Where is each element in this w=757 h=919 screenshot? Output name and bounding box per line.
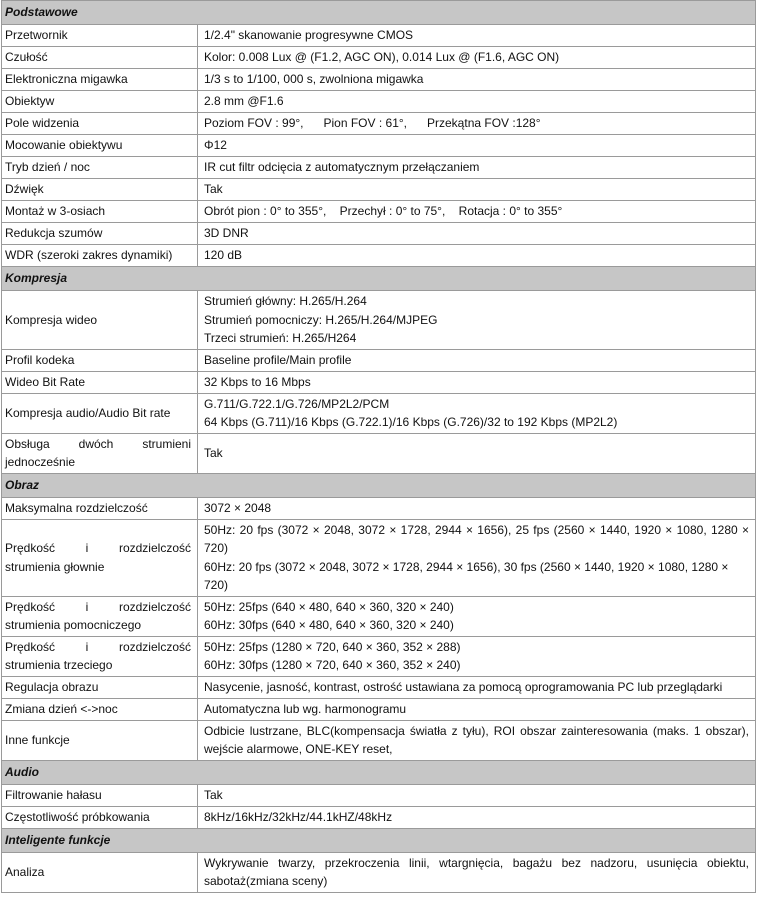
spec-value-line: Odbicie lustrzane, BLC(kompensacja światła z tyłu), ROI obszar zainteresowania (maks. 1 obszar),	[204, 723, 749, 738]
spec-label-line: Kompresja wideo	[5, 312, 98, 327]
table-row	[2, 519, 756, 596]
spec-label-line: Zmiana dzień <->noc	[5, 701, 118, 716]
spec-value	[198, 636, 756, 676]
spec-label	[2, 676, 198, 698]
spec-value-line: Nasycenie, jasność, kontrast, ostrość ustawiana za pomocą oprogramowania PC lub przeglądarki	[204, 679, 723, 694]
spec-value-line: Trzeci strumień: H.265/H264	[204, 331, 357, 345]
spec-value-line: Wykrywanie twarzy, przekroczenia linii, wtargnięcia, bagażu bez nadzoru, usunięcia obiektu,	[204, 855, 749, 870]
spec-label	[2, 806, 198, 828]
table-row	[2, 852, 756, 892]
section-title: Obraz	[2, 473, 756, 497]
table-row	[2, 25, 756, 47]
spec-label-line: Prędkość i rozdzielczość	[5, 599, 191, 614]
table-row	[2, 91, 756, 113]
spec-value-line: 50Hz: 25fps (1280 × 720, 640 × 360, 352 × 288)	[204, 639, 461, 654]
spec-value-line: 720)	[204, 541, 229, 555]
spec-value-line: 64 Kbps (G.711)/16 Kbps (G.722.1)/16 Kbps (G.726)/32 to 192 Kbps (MP2L2)	[204, 415, 618, 429]
table-row	[2, 393, 756, 433]
spec-value-line: 3072 × 2048	[204, 500, 272, 515]
spec-label	[2, 371, 198, 393]
table-row	[2, 433, 756, 473]
spec-value-line: Strumień główny: H.265/H.264	[204, 294, 367, 308]
spec-label-line: Maksymalna rozdzielczość	[5, 500, 148, 515]
spec-value-line: Tak	[204, 182, 223, 197]
spec-label	[2, 179, 198, 201]
table-row	[2, 157, 756, 179]
spec-value	[198, 676, 756, 698]
spec-value-line: sabotaż(zmiana sceny)	[204, 874, 328, 888]
table-row	[2, 135, 756, 157]
spec-value-line: 1/2.4" skanowanie progresywne CMOS	[204, 28, 414, 43]
spec-value-line: Tak	[204, 787, 223, 802]
spec-label-line: Analiza	[5, 864, 45, 879]
spec-label	[2, 47, 198, 69]
spec-label-line: Obsługa dwóch strumieni	[5, 436, 191, 451]
spec-value	[198, 596, 756, 636]
spec-value-line: G.711/G.722.1/G.726/MP2L2/PCM	[204, 396, 390, 411]
table-row	[2, 720, 756, 760]
spec-label-line: Regulacja obrazu	[5, 679, 99, 694]
spec-value	[198, 720, 756, 760]
spec-value	[198, 47, 756, 69]
spec-label	[2, 223, 198, 245]
spec-label-line: Kompresja audio/Audio Bit rate	[5, 405, 171, 420]
spec-value	[198, 223, 756, 245]
spec-value	[198, 135, 756, 157]
spec-label-line: Czułość	[5, 50, 48, 65]
spec-label	[2, 393, 198, 433]
table-row	[2, 113, 756, 135]
spec-value	[198, 349, 756, 371]
spec-label-line: Elektroniczna migawka	[5, 72, 128, 87]
spec-label	[2, 291, 198, 350]
spec-value-line: 720)	[204, 578, 229, 592]
table-row	[2, 47, 756, 69]
spec-label-line: Filtrowanie hałasu	[5, 787, 102, 802]
spec-label	[2, 25, 198, 47]
spec-label-line: strumienia trzeciego	[5, 658, 113, 672]
table-row	[2, 179, 756, 201]
spec-label	[2, 852, 198, 892]
spec-value-line: Tak	[204, 445, 223, 460]
spec-value	[198, 69, 756, 91]
spec-value	[198, 519, 756, 596]
spec-value-line: 2.8 mm @F1.6	[204, 94, 284, 109]
spec-label-line: jednocześnie	[5, 455, 76, 469]
table-row	[2, 698, 756, 720]
section-header	[2, 828, 756, 852]
table-row	[2, 291, 756, 350]
table-row	[2, 806, 756, 828]
section-title: Inteligente funkcje	[2, 828, 756, 852]
spec-value	[198, 245, 756, 267]
spec-value	[198, 371, 756, 393]
spec-label-line: strumienia pomocniczego	[5, 618, 142, 632]
spec-label	[2, 720, 198, 760]
spec-label-line: Częstotliwość próbkowania	[5, 809, 150, 824]
spec-value-line: IR cut filtr odcięcia z automatycznym przełączaniem	[204, 160, 480, 175]
spec-value	[198, 201, 756, 223]
spec-label	[2, 349, 198, 371]
spec-label	[2, 784, 198, 806]
spec-label-line: WDR (szeroki zakres dynamiki)	[5, 248, 173, 263]
spec-label	[2, 519, 198, 596]
spec-label-line: Redukcja szumów	[5, 226, 103, 241]
spec-value-line: Φ12	[204, 138, 227, 153]
spec-label	[2, 113, 198, 135]
spec-value	[198, 806, 756, 828]
spec-label-line: Przetwornik	[5, 28, 68, 43]
spec-value-line: 1/3 s to 1/100, 000 s, zwolniona migawka	[204, 72, 424, 87]
spec-label-line: Dźwięk	[5, 182, 44, 197]
spec-value-line: 120 dB	[204, 248, 243, 263]
spec-value	[198, 113, 756, 135]
spec-label-line: Prędkość i rozdzielczość	[5, 541, 191, 555]
spec-label	[2, 497, 198, 519]
table-row	[2, 676, 756, 698]
spec-value-line: Kolor: 0.008 Lux @ (F1.2, AGC ON), 0.014 Lux @ (F1.6, AGC ON)	[204, 50, 560, 65]
spec-label-line: Wideo Bit Rate	[5, 374, 86, 389]
spec-value-line: 32 Kbps to 16 Mbps	[204, 374, 311, 389]
spec-label	[2, 91, 198, 113]
spec-value-line: 3D DNR	[204, 226, 249, 241]
table-row	[2, 371, 756, 393]
spec-label-line: Obiektyw	[5, 94, 55, 109]
table-row	[2, 223, 756, 245]
spec-value	[198, 497, 756, 519]
section-header	[2, 1, 756, 25]
specification-table	[1, 0, 756, 893]
spec-value	[198, 291, 756, 350]
section-header	[2, 473, 756, 497]
spec-label	[2, 135, 198, 157]
spec-value-line: 8kHz/16kHz/32kHz/44.1kHZ/48kHz	[204, 809, 393, 824]
spec-label	[2, 698, 198, 720]
section-title: Kompresja	[2, 267, 756, 291]
spec-value-line: Automatyczna lub wg. harmonogramu	[204, 701, 407, 716]
section-header	[2, 760, 756, 784]
spec-label	[2, 596, 198, 636]
section-title: Podstawowe	[2, 1, 756, 25]
spec-value	[198, 852, 756, 892]
section-title: Audio	[2, 760, 756, 784]
table-row	[2, 245, 756, 267]
spec-label-line: Mocowanie obiektywu	[5, 138, 123, 153]
section-header	[2, 267, 756, 291]
spec-value	[198, 784, 756, 806]
table-row	[2, 636, 756, 676]
spec-label	[2, 636, 198, 676]
spec-value	[198, 91, 756, 113]
spec-value	[198, 179, 756, 201]
table-row	[2, 497, 756, 519]
table-row	[2, 201, 756, 223]
spec-label	[2, 69, 198, 91]
spec-label	[2, 433, 198, 473]
spec-label-line: Prędkość i rozdzielczość	[5, 639, 191, 654]
spec-value-line: Poziom FOV : 99°, Pion FOV : 61°, Przekątna FOV :128°	[204, 116, 541, 131]
spec-label-line: Inne funkcje	[5, 732, 70, 747]
table-row	[2, 69, 756, 91]
table-row	[2, 596, 756, 636]
spec-value	[198, 698, 756, 720]
spec-value-line: 60Hz: 30fps (640 × 480, 640 × 360, 320 × 240)	[204, 618, 454, 632]
spec-value	[198, 433, 756, 473]
spec-value-line: 50Hz: 20 fps (3072 × 2048, 3072 × 1728, 2944 × 1656), 25 fps (2560 × 1440, 1920 × 1080, 1280 ×	[204, 522, 749, 537]
spec-label-line: strumienia głownie	[5, 559, 105, 574]
spec-value	[198, 393, 756, 433]
spec-value-line: 60Hz: 30fps (1280 × 720, 640 × 360, 352 × 240)	[204, 658, 461, 672]
spec-label	[2, 157, 198, 179]
spec-label-line: Pole widzenia	[5, 116, 80, 131]
spec-value-line: 50Hz: 25fps (640 × 480, 640 × 360, 320 × 240)	[204, 599, 454, 614]
table-row	[2, 349, 756, 371]
spec-value	[198, 157, 756, 179]
spec-value-line: Strumień pomocniczy: H.265/H.264/MJPEG	[204, 312, 438, 327]
spec-label	[2, 245, 198, 267]
spec-value-line: wejście alarmowe, ONE-KEY reset,	[204, 742, 393, 756]
spec-value	[198, 25, 756, 47]
table-row	[2, 784, 756, 806]
spec-label	[2, 201, 198, 223]
spec-label-line: Tryb dzień / noc	[5, 160, 90, 175]
spec-value-line: Baseline profile/Main profile	[204, 352, 352, 367]
spec-label-line: Montaż w 3-osiach	[5, 204, 106, 219]
spec-value-line: Obrót pion : 0° to 355°, Przechył : 0° to 75°, Rotacja : 0° to 355°	[204, 204, 563, 219]
spec-value-line: 60Hz: 20 fps (3072 × 2048, 3072 × 1728, 2944 × 1656), 30 fps (2560 × 1440, 1920 × 1080, 1280 ×	[204, 559, 729, 574]
spec-label-line: Profil kodeka	[5, 352, 75, 367]
